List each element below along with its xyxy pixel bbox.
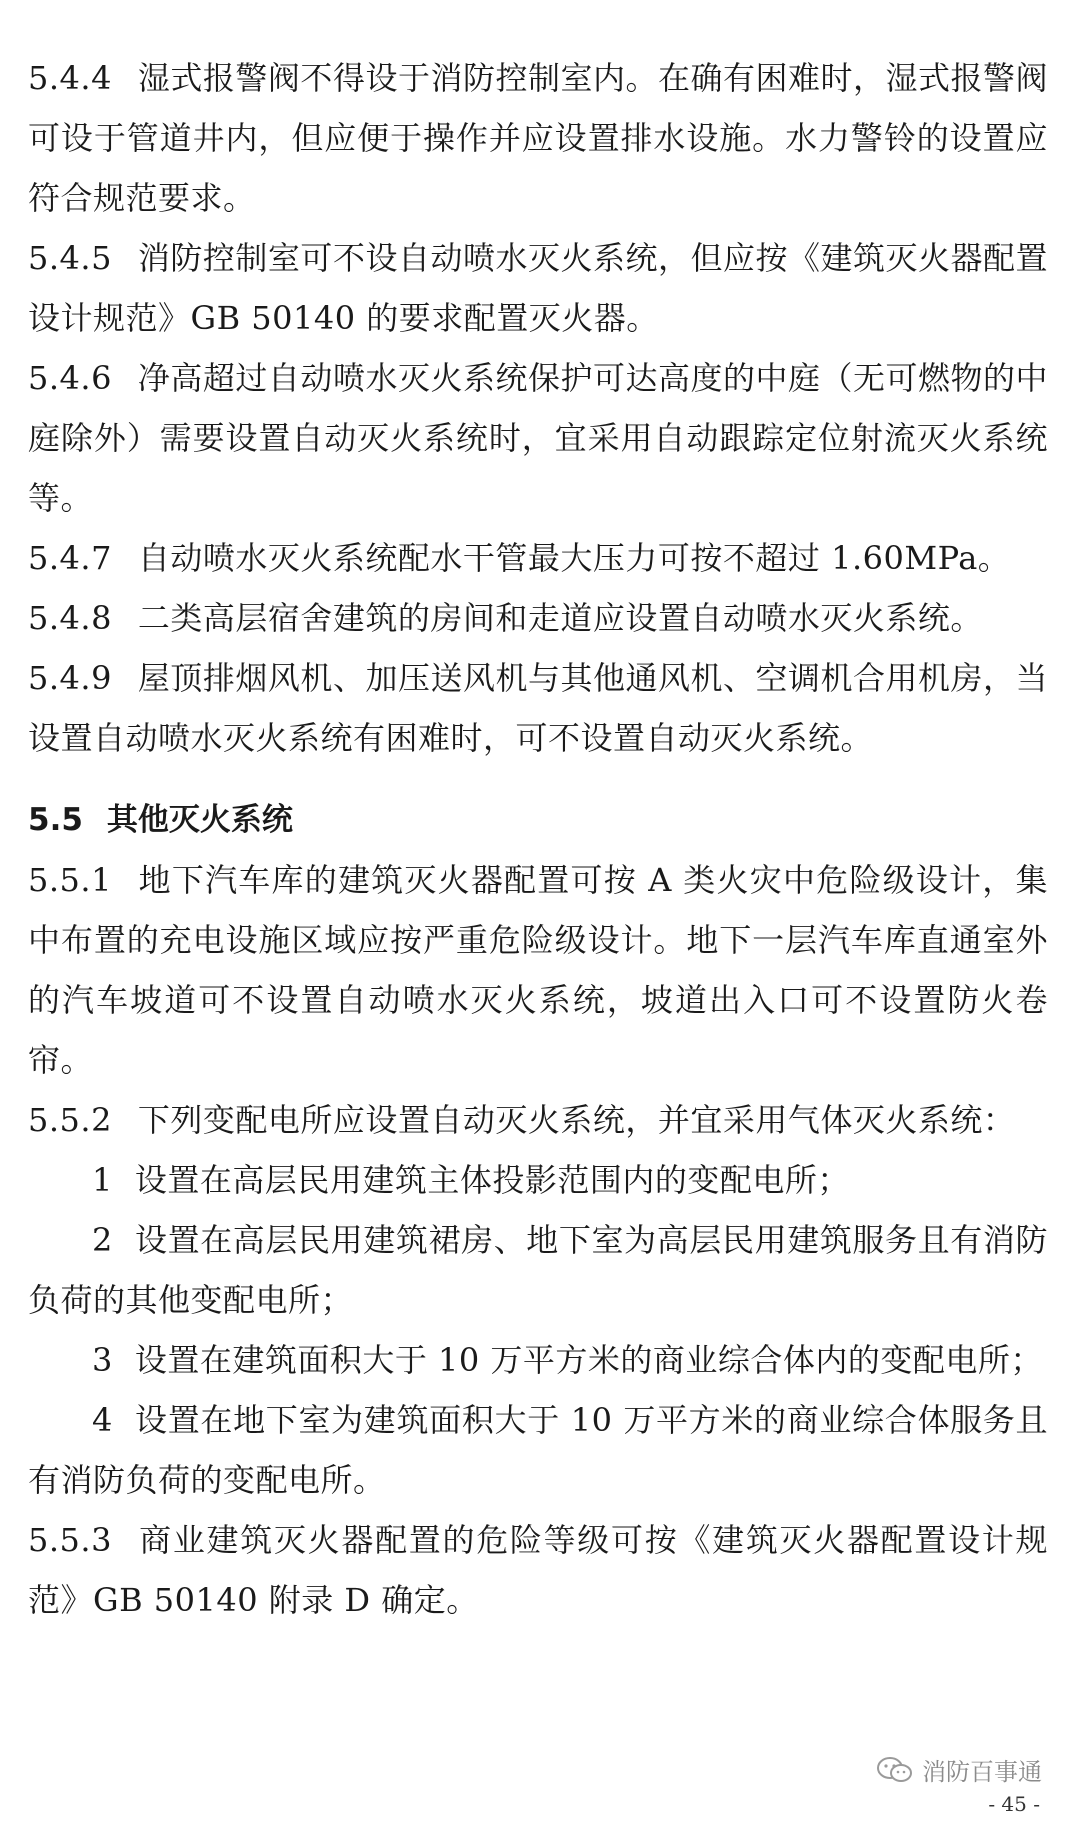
page-number: - 45 - [988, 1792, 1040, 1816]
clause-text: 下列变配电所应设置自动灭火系统，并宜采用气体灭火系统： [137, 1101, 1016, 1139]
document-page [28, 48, 1048, 1630]
clause-text: 屋顶排烟风机、加压送风机与其他通风机、空调机合用机房，当设置自动喷水灭火系统有困难时，可不设置自动灭火系统。 [28, 659, 1048, 757]
item-number: 1 [92, 1161, 113, 1199]
list-item [28, 1390, 1048, 1510]
section-title: 其他灭火系统 [106, 802, 293, 838]
clause-text: 商业建筑灭火器配置的危险等级可按《建筑灭火器配置设计规范》GB 50140 附录 D 确定。 [28, 1521, 1048, 1619]
list-item [28, 1330, 1048, 1390]
clause-number: 5.4.6 [28, 359, 112, 397]
list-item [28, 1210, 1048, 1330]
clause-5-4-7 [28, 528, 1048, 588]
clause-text: 二类高层宿舍建筑的房间和走道应设置自动喷水灭火系统。 [137, 599, 983, 637]
item-number: 2 [92, 1221, 113, 1259]
clause-5-5-1 [28, 850, 1048, 1090]
section-heading-5-5 [28, 790, 1048, 850]
clause-text: 消防控制室可不设自动喷水灭火系统，但应按《建筑灭火器配置设计规范》GB 50140 的要求配置灭火器。 [28, 239, 1048, 337]
item-text: 设置在高层民用建筑裙房、地下室为高层民用建筑服务且有消防负荷的其他变配电所； [28, 1221, 1048, 1319]
item-number: 3 [92, 1341, 113, 1379]
wechat-icon [876, 1756, 914, 1784]
clause-number: 5.4.8 [28, 599, 112, 637]
item-number: 4 [92, 1401, 113, 1439]
clause-5-4-8 [28, 588, 1048, 648]
item-text: 设置在建筑面积大于 10 万平方米的商业综合体内的变配电所； [134, 1341, 1043, 1379]
watermark [876, 1752, 1042, 1787]
item-text: 设置在地下室为建筑面积大于 10 万平方米的商业综合体服务且有消防负荷的变配电所。 [28, 1401, 1048, 1499]
list-item [28, 1150, 1048, 1210]
clause-number: 5.4.7 [28, 539, 112, 577]
clause-text: 自动喷水灭火系统配水干管最大压力可按不超过 1.60MPa。 [137, 539, 1011, 577]
clause-number: 5.5.3 [28, 1521, 112, 1559]
clause-5-4-5 [28, 228, 1048, 348]
clause-5-4-9 [28, 648, 1048, 768]
clause-text: 地下汽车库的建筑灭火器配置可按 A 类火灾中危险级设计，集中布置的充电设施区域应按严重危险级设计。地下一层汽车库直通室外的汽车坡道可不设置自动喷水灭火系统，坡道出入口可不设置防火卷帘。 [28, 861, 1048, 1079]
clause-number: 5.4.9 [28, 659, 112, 697]
clause-number: 5.5.1 [28, 861, 112, 899]
clause-text: 净高超过自动喷水灭火系统保护可达高度的中庭（无可燃物的中庭除外）需要设置自动灭火系统时，宜采用自动跟踪定位射流灭火系统等。 [28, 359, 1048, 517]
watermark-text: 消防百事通 [922, 1758, 1042, 1786]
section-number: 5.5 [28, 802, 83, 838]
clause-number: 5.4.5 [28, 239, 112, 277]
clause-5-5-3 [28, 1510, 1048, 1630]
clause-5-4-6 [28, 348, 1048, 528]
clause-number: 5.4.4 [28, 59, 112, 97]
item-text: 设置在高层民用建筑主体投影范围内的变配电所； [134, 1161, 850, 1199]
clause-number: 5.5.2 [28, 1101, 112, 1139]
clause-text: 湿式报警阀不得设于消防控制室内。在确有困难时，湿式报警阀可设于管道井内，但应便于操作并应设置排水设施。水力警铃的设置应符合规范要求。 [28, 59, 1048, 217]
clause-5-5-2 [28, 1090, 1048, 1150]
clause-5-4-4 [28, 48, 1048, 228]
